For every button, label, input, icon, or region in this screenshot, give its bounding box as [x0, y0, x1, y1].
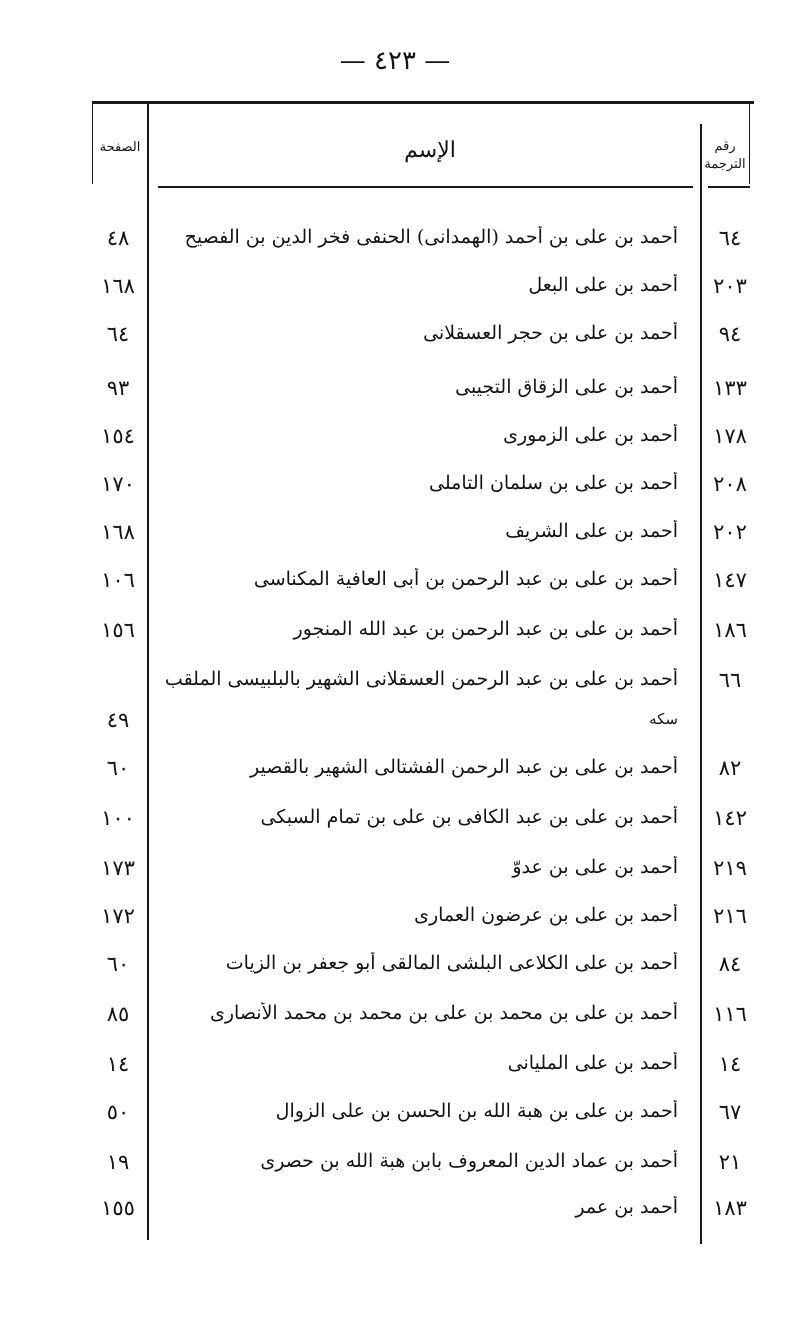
entry-name: أحمد بن على بن سلمان التاملى [429, 472, 678, 494]
table-row [0, 1100, 790, 1144]
entry-page: ٦٠ [106, 952, 130, 976]
entry-number: ٢١ [718, 1150, 742, 1174]
entry-page: ١٥٥ [101, 1196, 135, 1220]
entry-number: ٦٧ [718, 1100, 742, 1124]
entry-page: ١٠٠ [101, 806, 135, 830]
entry-name: أحمد بن على بن عرضون العمارى [414, 904, 678, 926]
entry-name: أحمد بن على الشريف [505, 520, 678, 542]
table-row [0, 1150, 790, 1194]
entry-number: ٢١٦ [713, 904, 747, 928]
entry-number: ٦٤ [718, 226, 742, 250]
entry-page: ١٦٨ [101, 274, 135, 298]
header-name: الإسم [404, 138, 456, 163]
entry-page: ٦٤ [106, 322, 130, 346]
entry-page: ١٥٦ [101, 618, 135, 642]
entry-number: ٨٢ [718, 756, 742, 780]
table-row [0, 1052, 790, 1096]
entry-page: ٩٣ [106, 376, 130, 400]
table-row [0, 618, 790, 662]
entry-page: ١٤ [106, 1052, 130, 1076]
entry-number: ١٧٨ [713, 424, 747, 448]
table-row [0, 472, 790, 516]
entry-name: أحمد بن على الزقاق التجيبى [455, 376, 678, 398]
entry-number: ٩٤ [718, 322, 742, 346]
entry-page: ١٥٤ [101, 424, 135, 448]
table-row [0, 856, 790, 900]
entry-page: ١٩ [106, 1150, 130, 1174]
entry-name: أحمد بن على بن عبد الرحمن بن أبى العافية المكناسى [253, 568, 678, 590]
entry-page: ١٧٣ [101, 856, 135, 880]
table-row [0, 806, 790, 850]
entry-name: أحمد بن على بن محمد بن على بن محمد بن محمد الأنصارى [209, 1002, 678, 1024]
entry-page: ٤٨ [106, 226, 130, 250]
table-row [0, 568, 790, 612]
table-row [0, 1196, 790, 1240]
table-row [0, 226, 790, 270]
entry-name: أحمد بن على الكلاعى البلشى المالقى أبو جعفر بن الزيات [225, 952, 678, 974]
entry-name: أحمد بن على المليانى [507, 1052, 678, 1074]
entry-number: ١٣٣ [713, 376, 747, 400]
entry-name: أحمد بن على الزمورى [503, 424, 678, 446]
page-number: — ٤٢٣ — [339, 46, 451, 76]
table-row [0, 322, 790, 366]
entry-name: أحمد بن على بن عبد الكافى بن على بن تمام السبكى [260, 806, 678, 828]
entry-page: ٨٥ [106, 1002, 130, 1026]
entry-page: ٥٠ [106, 1100, 130, 1124]
entry-name: أحمد بن عماد الدين المعروف بابن هبة الله بن حصرى [260, 1150, 678, 1172]
entry-page: ٤٩ [106, 708, 130, 732]
table-row [0, 952, 790, 996]
entry-name: أحمد بن على بن عدوّ [512, 856, 678, 878]
entry-number: ٢١٩ [713, 856, 747, 880]
entry-number: ٦٦ [718, 668, 742, 692]
entry-name: أحمد بن على بن عبد الرحمن بن عبد الله المنجور [293, 618, 678, 640]
entry-number: ١٨٣ [713, 1196, 747, 1220]
entry-page: ١٧٢ [101, 904, 135, 928]
entry-name: أحمد بن على البعل [528, 274, 678, 296]
entry-name: أحمد بن عمر [575, 1196, 678, 1218]
header-page: الصفحة [99, 140, 141, 155]
table-row [0, 424, 790, 468]
entry-number: ٢٠٨ [713, 472, 747, 496]
table-row [0, 756, 790, 800]
entry-number: ٢٠٢ [713, 520, 747, 544]
entry-name: أحمد بن على بن هبة الله بن الحسن بن على الزوال [275, 1100, 678, 1122]
table-row [0, 274, 790, 318]
entry-page: ١٧٠ [101, 472, 135, 496]
entry-page: ٦٠ [106, 756, 130, 780]
entry-page: ١٠٦ [101, 568, 135, 592]
entry-name: أحمد بن على بن أحمد (الهمدانى) الحنفى فخر الدين بن الفصيح [184, 226, 678, 248]
table-row [0, 1002, 790, 1046]
entry-name: أحمد بن على بن عبد الرحمن العسقلانى الشهير بالبلبيسى الملقب [164, 668, 678, 690]
entry-name: أحمد بن على بن حجر العسقلانى [423, 322, 678, 344]
header-entry-number: رقم الترجمة [704, 139, 746, 172]
table-row [0, 376, 790, 420]
entry-name-continuation: سكه [649, 710, 678, 728]
table-row [0, 520, 790, 564]
entry-number: ٨٤ [718, 952, 742, 976]
entry-page: ١٦٨ [101, 520, 135, 544]
entry-number: ١١٦ [713, 1002, 747, 1026]
entry-number: ٢٠٣ [713, 274, 747, 298]
table-row [0, 904, 790, 948]
entry-number: ١٨٦ [713, 618, 747, 642]
entry-name: أحمد بن على بن عبد الرحمن الفشتالى الشهير بالقصير [250, 756, 678, 778]
entry-number: ١٤ [718, 1052, 742, 1076]
entry-number: ١٤٧ [713, 568, 747, 592]
entry-number: ١٤٢ [713, 806, 747, 830]
